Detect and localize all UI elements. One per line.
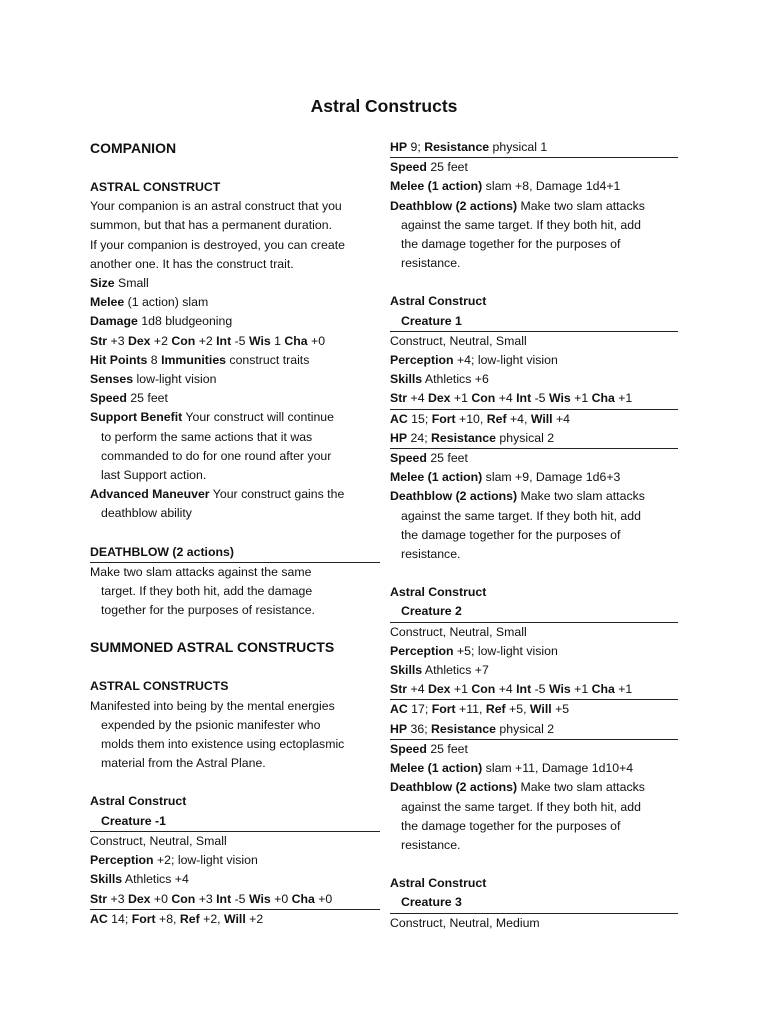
hp-value: 8 bbox=[147, 352, 162, 367]
constructs-text: material from the Astral Plane. bbox=[101, 756, 266, 771]
ability-scores bbox=[90, 890, 380, 910]
hp-label: Hit Points bbox=[90, 352, 148, 367]
statblock-name: Astral Construct bbox=[390, 876, 487, 891]
fort-value: +10, bbox=[455, 411, 487, 426]
ability-scores bbox=[390, 680, 678, 700]
perception-line bbox=[90, 851, 380, 870]
wis-value: 1 bbox=[270, 333, 285, 348]
intro-line: summon, but that has a permanent duration. bbox=[90, 218, 332, 233]
statblock-traits: Construct, Neutral, Medium bbox=[390, 915, 540, 930]
statblock-traits: Construct, Neutral, Small bbox=[390, 333, 527, 348]
con-label: Con bbox=[171, 891, 196, 906]
statblock-traits: Construct, Neutral, Small bbox=[90, 833, 227, 848]
perception-value: +4; low-light vision bbox=[453, 353, 558, 368]
ac-value: 14; bbox=[107, 911, 132, 926]
int-value: -5 bbox=[231, 333, 249, 348]
resistance-label: Resistance bbox=[424, 140, 490, 154]
deathblow-text: resistance. bbox=[401, 837, 461, 852]
immunities-value: construct traits bbox=[226, 352, 310, 367]
cha-label: Cha bbox=[284, 333, 308, 348]
deathblow-text: against the same target. If they both hit, add bbox=[401, 799, 641, 814]
hp-label: HP bbox=[390, 140, 408, 154]
deathblow-text: Make two slam attacks bbox=[517, 198, 645, 213]
perception-label: Perception bbox=[390, 643, 454, 658]
ac-label: AC bbox=[390, 702, 408, 717]
statblock-traits: Construct, Neutral, Small bbox=[390, 624, 527, 639]
skills-line bbox=[390, 370, 678, 389]
statblock-level: Creature 2 bbox=[390, 602, 678, 622]
con-value: +4 bbox=[495, 391, 517, 406]
int-label: Int bbox=[216, 333, 232, 348]
perception-value: +5; low-light vision bbox=[453, 643, 558, 658]
will-label: Will bbox=[530, 411, 553, 426]
con-label: Con bbox=[171, 333, 196, 348]
constructs-heading: ASTRAL CONSTRUCTS bbox=[90, 679, 229, 694]
perception-line bbox=[390, 351, 678, 370]
size-label: Size bbox=[90, 276, 115, 291]
int-value: -5 bbox=[531, 682, 549, 697]
hp-line bbox=[390, 720, 678, 740]
support-text: commanded to do for one round after your bbox=[101, 448, 332, 463]
statblock-name: Astral Construct bbox=[390, 585, 487, 600]
hp-label: HP bbox=[390, 721, 408, 736]
cha-label: Cha bbox=[591, 391, 615, 406]
deathblow-text: together for the purposes of resistance. bbox=[101, 603, 315, 618]
advanced-label: Advanced Maneuver bbox=[90, 487, 210, 502]
deathblow-heading: DEATHBLOW (2 actions) bbox=[90, 543, 380, 563]
support-line bbox=[90, 408, 380, 427]
con-value: +2 bbox=[195, 333, 217, 348]
damage-label: Damage bbox=[90, 314, 138, 329]
senses-value: low-light vision bbox=[133, 372, 217, 387]
int-label: Int bbox=[516, 391, 532, 406]
str-label: Str bbox=[90, 891, 108, 906]
hp-line bbox=[90, 351, 380, 370]
will-value: +2 bbox=[245, 911, 264, 926]
wis-label: Wis bbox=[548, 391, 571, 406]
statblock-name: Astral Construct bbox=[90, 794, 187, 809]
deathblow-line bbox=[390, 197, 678, 216]
deathblow-label: Deathblow (2 actions) bbox=[390, 198, 518, 213]
deathblow-label: Deathblow (2 actions) bbox=[390, 489, 518, 504]
support-label: Support Benefit bbox=[90, 410, 183, 425]
fort-label: Fort bbox=[131, 911, 156, 926]
melee-label: Melee (1 action) bbox=[390, 761, 483, 776]
resistance-value: physical 2 bbox=[495, 430, 555, 445]
ability-scores bbox=[90, 332, 380, 351]
ref-value: +4, bbox=[506, 411, 531, 426]
speed-value: 25 feet bbox=[426, 451, 468, 466]
str-label: Str bbox=[390, 682, 408, 697]
cha-value: +1 bbox=[614, 391, 633, 406]
melee-line bbox=[90, 293, 380, 312]
will-value: +5 bbox=[551, 702, 570, 717]
support-text: last Support action. bbox=[101, 468, 207, 483]
dex-value: +1 bbox=[450, 682, 472, 697]
statblock-level: Creature -1 bbox=[90, 812, 380, 832]
deathblow-text: against the same target. If they both hit, add bbox=[401, 217, 641, 232]
dex-label: Dex bbox=[427, 682, 451, 697]
melee-value: slam +8, Damage 1d4+1 bbox=[482, 179, 621, 194]
deathblow-text: against the same target. If they both hit, add bbox=[401, 508, 641, 523]
senses-line bbox=[90, 370, 380, 389]
intro-line: Your companion is an astral construct that you bbox=[90, 199, 342, 214]
statblock-name: Astral Construct bbox=[390, 294, 487, 309]
speed-label: Speed bbox=[390, 160, 427, 175]
left-column bbox=[90, 138, 380, 929]
fort-label: Fort bbox=[431, 411, 456, 426]
melee-value: (1 action) slam bbox=[124, 295, 209, 310]
speed-label: Speed bbox=[390, 741, 427, 756]
support-text: Your construct will continue bbox=[182, 410, 334, 425]
size-line bbox=[90, 274, 380, 293]
damage-line bbox=[90, 312, 380, 331]
melee-label: Melee bbox=[90, 295, 125, 310]
statblock-level: Creature 1 bbox=[390, 312, 678, 332]
speed-line bbox=[390, 740, 678, 759]
ability-scores bbox=[390, 389, 678, 409]
advanced-text: deathblow ability bbox=[101, 506, 192, 521]
deathblow-line bbox=[390, 487, 678, 506]
melee-line bbox=[390, 468, 678, 487]
str-value: +3 bbox=[107, 891, 128, 906]
advanced-text: Your construct gains the bbox=[209, 487, 345, 502]
will-label: Will bbox=[529, 702, 552, 717]
str-value: +3 bbox=[107, 333, 128, 348]
ref-label: Ref bbox=[179, 911, 200, 926]
cha-value: +0 bbox=[314, 891, 333, 906]
int-label: Int bbox=[216, 891, 232, 906]
int-label: Int bbox=[516, 682, 532, 697]
hp-value: 36; bbox=[407, 721, 432, 736]
cha-value: +0 bbox=[307, 333, 326, 348]
senses-label: Senses bbox=[90, 372, 134, 387]
str-label: Str bbox=[390, 391, 408, 406]
speed-value: 25 feet bbox=[426, 741, 468, 756]
dex-label: Dex bbox=[127, 333, 151, 348]
cha-value: +1 bbox=[614, 682, 633, 697]
astral-construct-heading: ASTRAL CONSTRUCT bbox=[90, 180, 221, 194]
speed-line bbox=[390, 449, 678, 468]
melee-value: slam +11, Damage 1d10+4 bbox=[482, 761, 634, 776]
melee-line bbox=[390, 759, 678, 778]
defense-line bbox=[390, 700, 678, 719]
melee-line bbox=[390, 177, 678, 196]
skills-line bbox=[390, 661, 678, 680]
ac-label: AC bbox=[90, 911, 108, 926]
ac-value: 15; bbox=[407, 411, 432, 426]
deathblow-text: the damage together for the purposes of bbox=[401, 818, 621, 833]
str-value: +4 bbox=[407, 391, 428, 406]
deathblow-text: Make two slam attacks bbox=[517, 489, 645, 504]
wis-value: +0 bbox=[270, 891, 292, 906]
deathblow-text: resistance. bbox=[401, 256, 461, 271]
melee-label: Melee (1 action) bbox=[390, 470, 483, 485]
resistance-value: physical 2 bbox=[495, 721, 555, 736]
str-value: +4 bbox=[407, 682, 428, 697]
support-text: to perform the same actions that it was bbox=[101, 429, 313, 444]
resistance-label: Resistance bbox=[431, 721, 496, 736]
hp-value: 24; bbox=[407, 430, 432, 445]
dex-value: +2 bbox=[150, 333, 172, 348]
hp-value: 9; bbox=[407, 140, 425, 154]
perception-label: Perception bbox=[390, 353, 454, 368]
resistance-label: Resistance bbox=[431, 430, 496, 445]
summoned-heading: SUMMONED ASTRAL CONSTRUCTS bbox=[90, 639, 335, 656]
skills-label: Skills bbox=[390, 663, 423, 678]
speed-label: Speed bbox=[390, 451, 427, 466]
cha-label: Cha bbox=[591, 682, 615, 697]
con-label: Con bbox=[471, 682, 496, 697]
ac-value: 17; bbox=[407, 702, 432, 717]
dex-label: Dex bbox=[427, 391, 451, 406]
skills-value: Athletics +4 bbox=[122, 872, 189, 887]
size-value: Small bbox=[114, 276, 149, 291]
deathblow-text: the damage together for the purposes of bbox=[401, 237, 621, 252]
wis-value: +1 bbox=[570, 391, 592, 406]
int-value: -5 bbox=[531, 391, 549, 406]
wis-label: Wis bbox=[248, 891, 271, 906]
immunities-label: Immunities bbox=[161, 352, 226, 367]
ref-label: Ref bbox=[485, 702, 506, 717]
perception-value: +2; low-light vision bbox=[153, 853, 258, 868]
hp-label: HP bbox=[390, 430, 408, 445]
melee-value: slam +9, Damage 1d6+3 bbox=[482, 470, 621, 485]
con-label: Con bbox=[471, 391, 496, 406]
dex-value: +1 bbox=[450, 391, 472, 406]
speed-value: 25 feet bbox=[426, 160, 468, 175]
perception-line bbox=[390, 642, 678, 661]
companion-heading: COMPANION bbox=[90, 140, 177, 156]
constructs-text: Manifested into being by the mental energies bbox=[90, 698, 335, 713]
skills-line bbox=[90, 870, 380, 889]
ref-label: Ref bbox=[486, 411, 507, 426]
deathblow-text: the damage together for the purposes of bbox=[401, 527, 621, 542]
deathblow-line bbox=[390, 778, 678, 797]
deathblow-text: Make two slam attacks bbox=[517, 780, 645, 795]
cha-label: Cha bbox=[291, 891, 315, 906]
melee-label: Melee (1 action) bbox=[390, 179, 483, 194]
fort-value: +8, bbox=[155, 911, 180, 926]
statblock-level: Creature 3 bbox=[390, 893, 678, 913]
ref-value: +2, bbox=[199, 911, 224, 926]
dex-value: +0 bbox=[150, 891, 172, 906]
skills-label: Skills bbox=[390, 372, 423, 387]
hp-line bbox=[390, 429, 678, 449]
perception-label: Perception bbox=[90, 853, 154, 868]
skills-value: Athletics +7 bbox=[422, 663, 489, 678]
right-column bbox=[390, 138, 678, 933]
wis-label: Wis bbox=[248, 333, 271, 348]
page-title: Astral Constructs bbox=[310, 96, 458, 116]
con-value: +4 bbox=[495, 682, 517, 697]
advanced-line bbox=[90, 485, 380, 504]
deathblow-text: resistance. bbox=[401, 547, 461, 562]
constructs-text: expended by the psionic manifester who bbox=[101, 717, 321, 732]
speed-line bbox=[90, 389, 380, 408]
intro-line: another one. It has the construct trait. bbox=[90, 256, 294, 271]
deathblow-label: Deathblow (2 actions) bbox=[390, 780, 518, 795]
ac-label: AC bbox=[390, 411, 408, 426]
speed-line bbox=[390, 158, 678, 177]
wis-value: +1 bbox=[570, 682, 592, 697]
int-value: -5 bbox=[231, 891, 249, 906]
hp-line bbox=[390, 138, 678, 158]
str-label: Str bbox=[90, 333, 108, 348]
speed-label: Speed bbox=[90, 391, 127, 406]
con-value: +3 bbox=[195, 891, 217, 906]
constructs-text: molds them into existence using ectoplasmic bbox=[101, 737, 345, 752]
defense-line bbox=[90, 910, 380, 929]
dex-label: Dex bbox=[127, 891, 151, 906]
wis-label: Wis bbox=[548, 682, 571, 697]
deathblow-text: target. If they both hit, add the damage bbox=[101, 584, 313, 599]
defense-line bbox=[390, 410, 678, 429]
damage-value: 1d8 bludgeoning bbox=[137, 314, 233, 329]
skills-value: Athletics +6 bbox=[422, 372, 489, 387]
deathblow-text: Make two slam attacks against the same bbox=[90, 564, 312, 579]
ref-value: +5, bbox=[505, 702, 530, 717]
will-label: Will bbox=[224, 911, 246, 926]
fort-value: +11, bbox=[455, 702, 486, 717]
resistance-value: physical 1 bbox=[489, 140, 548, 154]
fort-label: Fort bbox=[431, 702, 456, 717]
will-value: +4 bbox=[552, 411, 571, 426]
skills-label: Skills bbox=[90, 872, 123, 887]
speed-value: 25 feet bbox=[126, 391, 168, 406]
intro-line: If your companion is destroyed, you can create bbox=[90, 237, 345, 252]
